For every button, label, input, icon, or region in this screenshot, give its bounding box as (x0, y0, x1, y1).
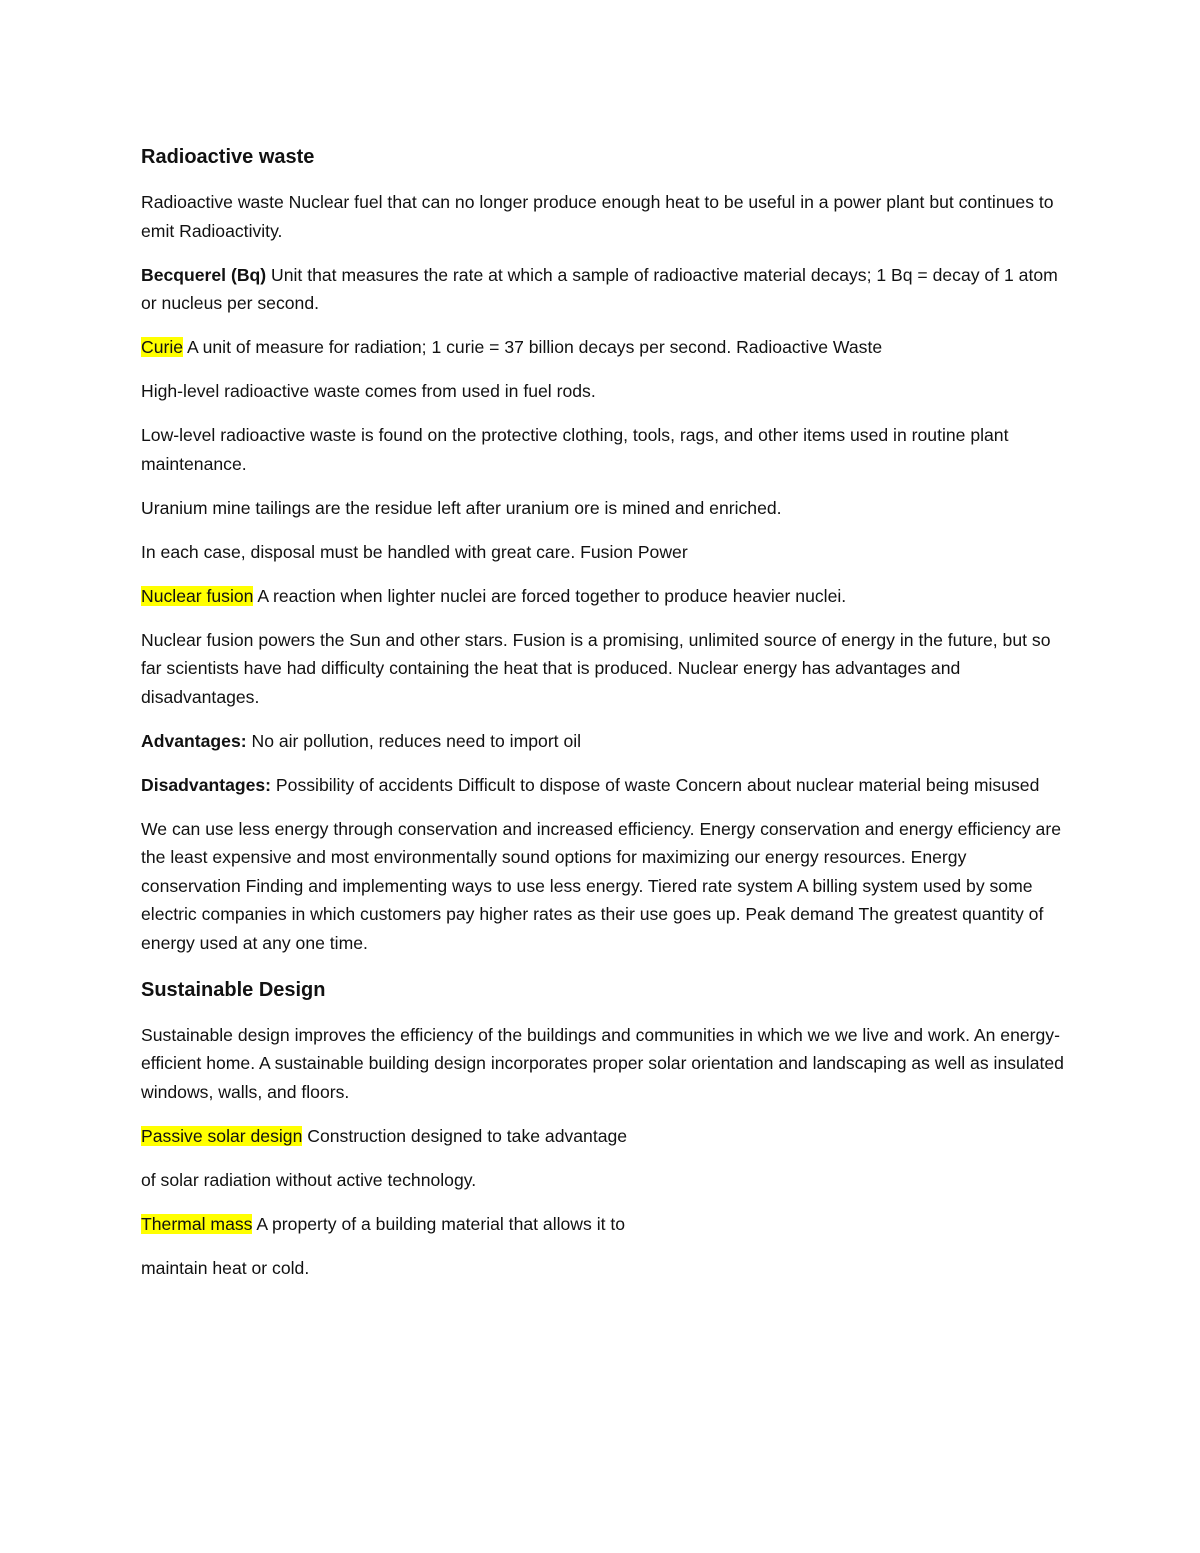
definition-curie: A unit of measure for radiation; 1 curie = 37 billion decays per second. Radioactive Waste (183, 337, 883, 357)
definition-nuclear-fusion: A reaction when lighter nuclei are forced together to produce heavier nuclei. (253, 585, 847, 606)
term-passive-solar-design-highlighted: Passive solar design (141, 1125, 303, 1146)
paragraph-low-level-waste: Low-level radioactive waste is found on the protective clothing, tools, rags, and other items used in routine plant maintenance. (141, 425, 1009, 474)
paragraph-energy-conservation: We can use less energy through conservation and increased efficiency. Energy conservation and energy efficiency are the least expensive and most environmentally sound options for maximizing our energy resources. Energy conservation Finding and implementing ways to use less energy. Tiered rate system A billing system used by some electric companies in which customers pay higher rates as their use goes up. Peak demand The greatest quantity of energy used at any one time. (141, 818, 1061, 953)
text-disadvantages: Possibility of accidents Difficult to dispose of waste Concern about nuclear material being misused (271, 774, 1040, 795)
term-thermal-mass-highlighted: Thermal mass (141, 1213, 253, 1234)
paragraph-sustainable-design: Sustainable design improves the efficiency of the buildings and communities in which we we live and work. An energy-efficient home. A sustainable building design incorporates proper solar orientation and landscaping as well as insulated windows, walls, and floors. (141, 1024, 1064, 1102)
paragraph-passive-solar-design (141, 1122, 1071, 1151)
paragraph-becquerel (141, 261, 1071, 318)
paragraph-radioactive-waste-definition: Radioactive waste Nuclear fuel that can no longer produce enough heat to be useful in a power plant but continues to emit Radioactivity. (141, 192, 1054, 241)
term-becquerel: Becquerel (Bq) (141, 264, 267, 285)
paragraph-mine-tailings: Uranium mine tailings are the residue left after uranium ore is mined and enriched. (141, 497, 782, 518)
definition-thermal-mass: A property of a building material that allows it to (252, 1213, 626, 1234)
paragraph-fusion-sun: Nuclear fusion powers the Sun and other stars. Fusion is a promising, unlimited source of energy in the future, but so far scientists have had difficulty containing the heat that is produced. Nuclear energy has advantages and disadvantages. (141, 629, 1051, 707)
term-advantages: Advantages: (141, 730, 247, 751)
paragraph-thermal-mass (141, 1210, 1071, 1239)
text-advantages: No air pollution, reduces need to import oil (246, 730, 582, 751)
paragraph-disposal: In each case, disposal must be handled with great care. Fusion Power (141, 541, 688, 562)
paragraph-thermal-mass-continued: maintain heat or cold. (141, 1257, 310, 1278)
document-body (141, 140, 1071, 1298)
term-curie-highlighted: Curie (141, 337, 184, 357)
paragraph-nuclear-fusion (141, 582, 1071, 611)
term-disadvantages: Disadvantages: (141, 774, 272, 795)
paragraph-disadvantages (141, 771, 1071, 800)
paragraph-curie (141, 333, 1071, 362)
heading-radioactive-waste: Radioactive waste (141, 146, 315, 168)
paragraph-advantages (141, 727, 1071, 756)
heading-sustainable-design: Sustainable Design (141, 978, 326, 1001)
definition-becquerel: Unit that measures the rate at which a sample of radioactive material decays; 1 Bq = decay of 1 atom or nucleus per second. (141, 264, 1058, 313)
term-nuclear-fusion-highlighted: Nuclear fusion (141, 585, 254, 606)
definition-passive-solar-design: Construction designed to take advantage (302, 1125, 628, 1146)
paragraph-passive-solar-continued: of solar radiation without active technology. (141, 1169, 477, 1190)
paragraph-high-level-waste: High-level radioactive waste comes from used in fuel rods. (141, 381, 596, 401)
